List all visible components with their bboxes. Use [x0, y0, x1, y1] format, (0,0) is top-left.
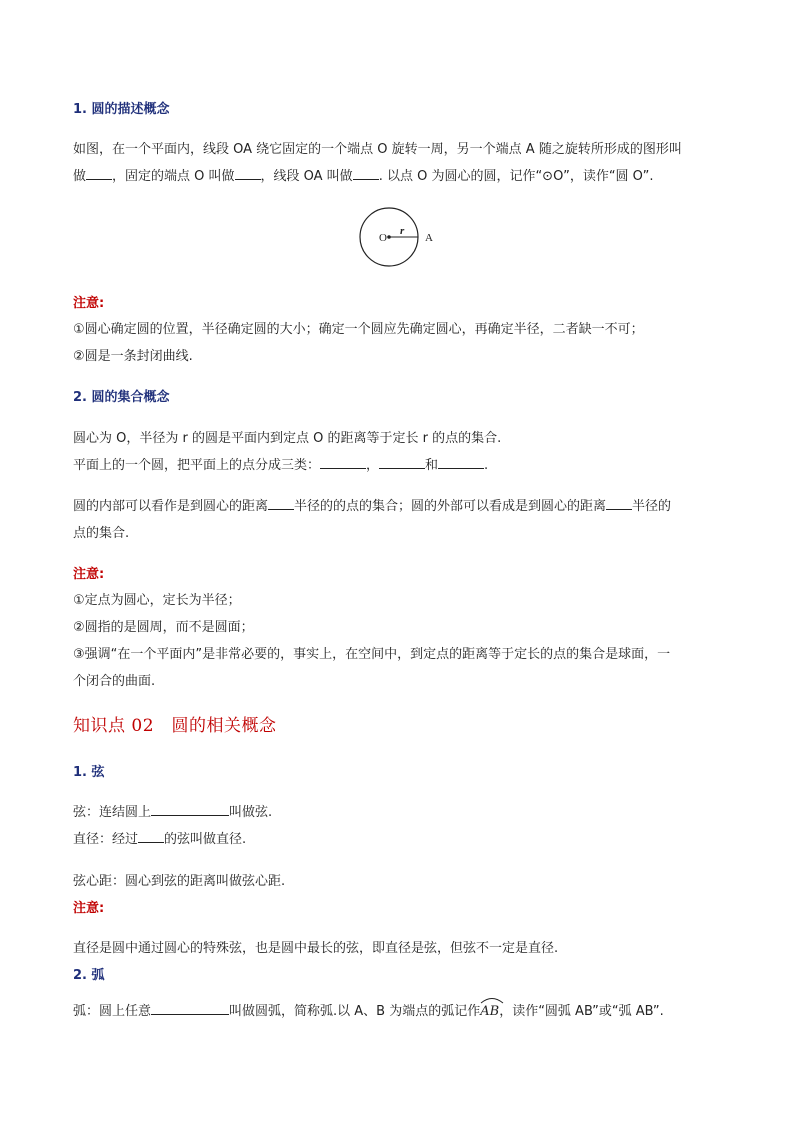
paragraph-text: 如图，在一个平面内，线段 OA 绕它固定的一个端点 O 旋转一周，另一个端点 A 随之旋转所形成的图形叫: [73, 142, 682, 157]
note-label: 注意:: [73, 296, 105, 311]
circle-figure: [355, 204, 445, 270]
fill-blank[interactable]: [438, 456, 484, 469]
note-label: 注意:: [73, 567, 105, 582]
fill-blank[interactable]: [353, 167, 379, 180]
paragraph-text: 点的集合.: [73, 526, 130, 541]
paragraph-text: 弦心距：圆心到弦的距离叫做弦心距.: [73, 874, 286, 889]
section-heading-arc: 2. 弧: [73, 968, 105, 983]
note-item: ①圆心确定圆的位置，半径确定圆的大小；确定一个圆应先确定圆心，再确定半径，二者缺一不可；: [73, 322, 644, 337]
fill-blank[interactable]: [86, 167, 112, 180]
note-item: ②圆是一条封闭曲线.: [73, 349, 193, 364]
paragraph-text: 直径：经过 的弦叫做直径.: [73, 832, 247, 847]
fill-blank[interactable]: [151, 803, 229, 816]
note-item: 个闭合的曲面.: [73, 674, 156, 689]
note-item: 直径是圆中通过圆心的特殊弦，也是圆中最长的弦，即直径是弦，但弦不一定是直径.: [73, 941, 559, 956]
note-item: ①定点为圆心，定长为半径；: [73, 593, 241, 608]
paragraph-text: 圆心为 O，半径为 r 的圆是平面内到定点 O 的距离等于定长 r 的点的集合.: [73, 431, 502, 446]
label-a: A: [425, 232, 433, 244]
fill-blank[interactable]: [138, 830, 164, 843]
paragraph-text: 弧：圆上任意 叫做圆弧，简称弧.以 A、B 为端点的弧记作 AB，读作“圆弧 AB”或“弧 AB”.: [73, 1000, 664, 1019]
arc-notation: AB: [480, 1004, 499, 1019]
knowledge-point-title: 知识点 02 圆的相关概念: [73, 716, 277, 736]
fill-blank[interactable]: [320, 456, 366, 469]
fill-blank[interactable]: [606, 497, 632, 510]
fill-blank[interactable]: [235, 167, 261, 180]
note-label: 注意:: [73, 901, 105, 916]
fill-blank[interactable]: [379, 456, 425, 469]
section-heading-chord: 1. 弦: [73, 765, 105, 780]
paragraph-text: 圆的内部可以看作是到圆心的距离 半径的的点的集合；圆的外部可以看成是到圆心的距离 半径的: [73, 499, 672, 514]
note-item: ③强调“在一个平面内”是非常必要的，事实上，在空间中，到定点的距离等于定长的点的集合是球面，一: [73, 647, 671, 662]
paragraph-text: 做 ，固定的端点 O 叫做 ，线段 OA 叫做 . 以点 O 为圆心的圆，记作“⊙O”，读作“圆 O”.: [73, 169, 654, 184]
note-item: ②圆指的是圆周，而不是圆面；: [73, 620, 254, 635]
section-heading-circle-description: 1. 圆的描述概念: [73, 102, 170, 117]
fill-blank[interactable]: [151, 1002, 229, 1015]
arc-mark-icon: [480, 995, 504, 1004]
section-heading-circle-set: 2. 圆的集合概念: [73, 390, 170, 405]
paragraph-text: 平面上的一个圆，把平面上的点分成三类： ， 和 .: [73, 458, 489, 473]
paragraph-text: 弦：连结圆上 叫做弦.: [73, 805, 273, 820]
label-r: r: [400, 225, 405, 237]
fill-blank[interactable]: [268, 497, 294, 510]
label-o: O: [379, 232, 387, 244]
